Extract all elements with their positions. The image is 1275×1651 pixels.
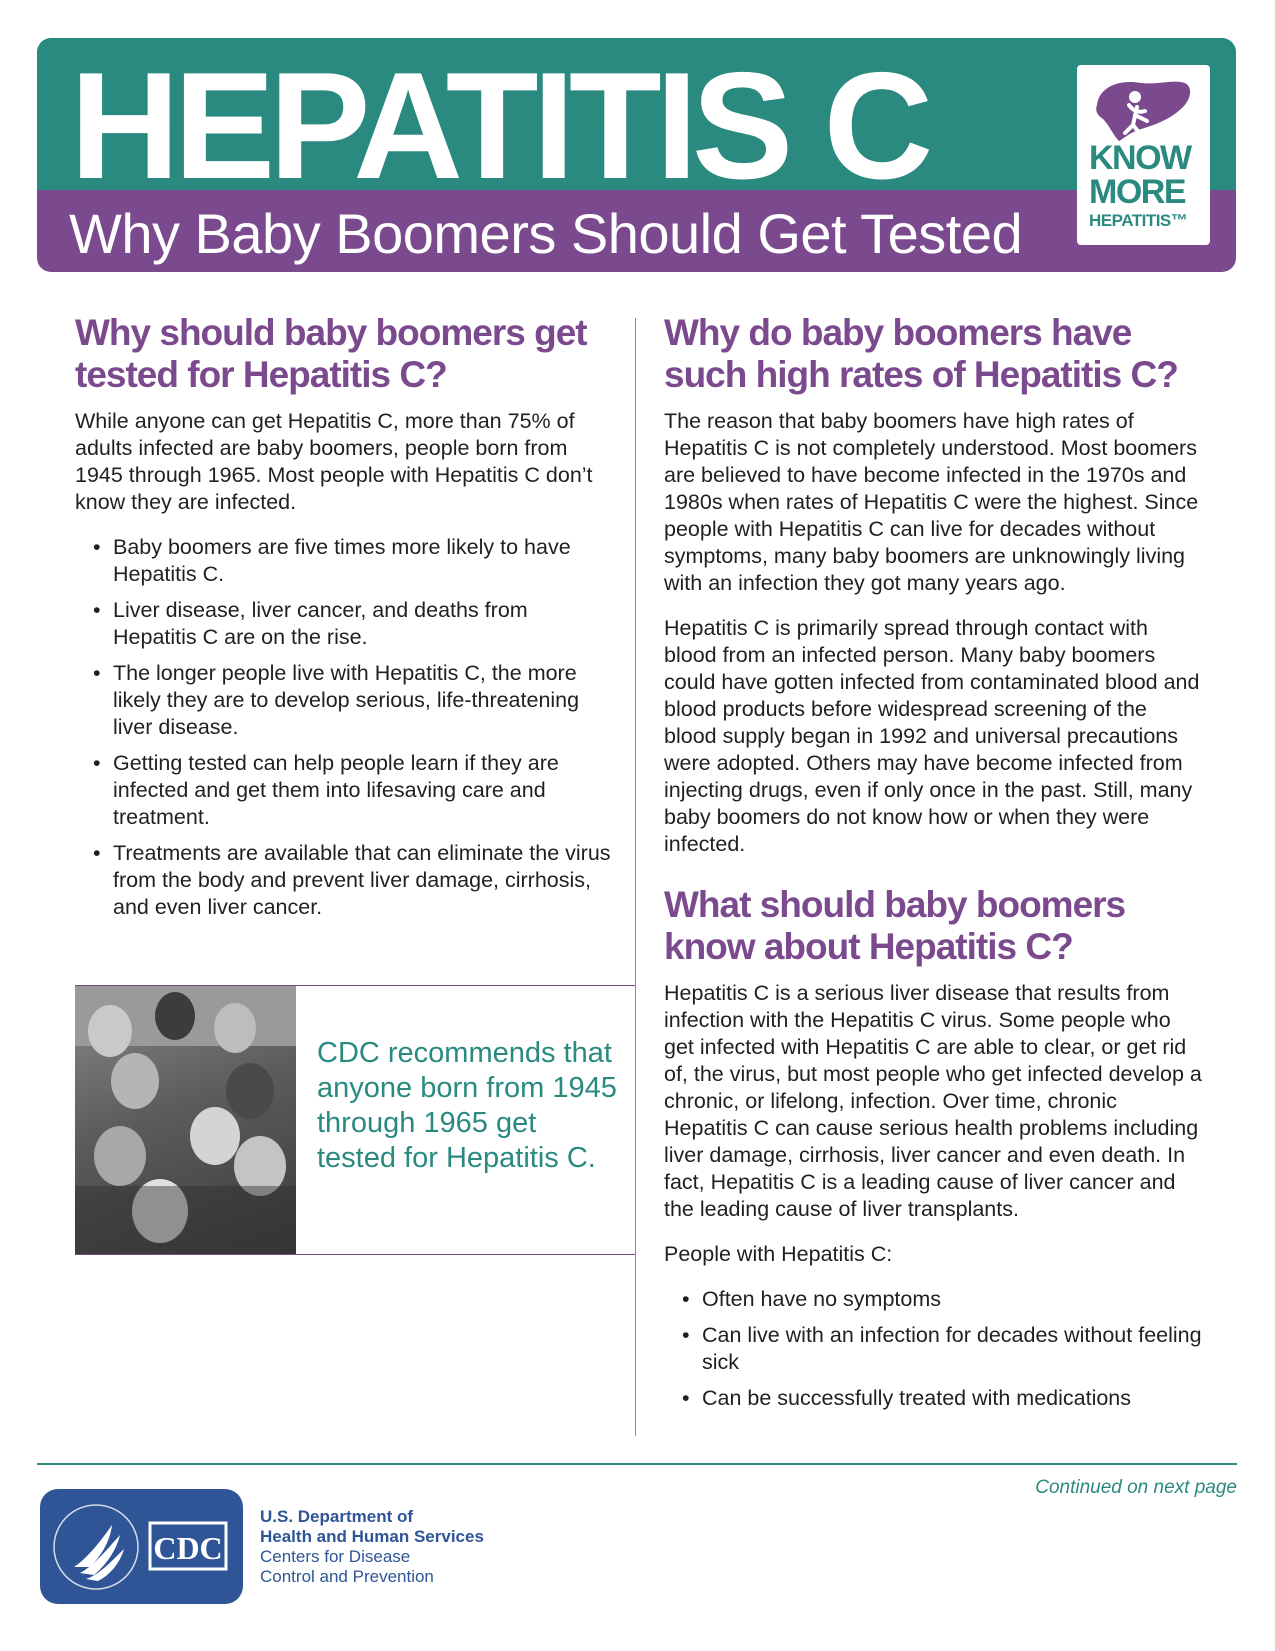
baby-boomers-group-photo <box>75 986 296 1254</box>
org-line-2: Health and Human Services <box>260 1527 484 1546</box>
org-line-4: Control and Prevention <box>260 1567 434 1586</box>
logo-hepatitis-text: HEPATITIS™ <box>1089 211 1188 230</box>
list-item: • Liver disease, liver cancer, and deaths from Hepatitis C are on the rise. <box>91 597 615 651</box>
callout-text: CDC recommends that anyone born from 1945 through 1965 get tested for Hepatitis C. <box>317 1037 617 1174</box>
org-line-1: U.S. Department of <box>260 1507 414 1526</box>
rates-paragraph-1: The reason that baby boomers have high rates of Hepatitis C is not completely understood. Most boomers are believed to have become infected in the 1970s and 1980s when rates of Hepatitis C were the highest. Since people with Hepatitis C can live for decades without symptoms, many baby boomers are unknowingly living with an infection they got many years ago. <box>664 409 1199 595</box>
org-line-3: Centers for Disease <box>260 1547 411 1566</box>
hhs-cdc-logo <box>40 1489 243 1604</box>
left-heading: Why should baby boomers get tested for Hepatitis C? <box>75 312 587 395</box>
recommendation-callout <box>75 985 635 1255</box>
page-subtitle: Why Baby Boomers Should Get Tested <box>69 202 1023 265</box>
footer-divider <box>37 1463 1237 1465</box>
liver-figure-icon <box>1089 75 1199 143</box>
list-item: • Can be successfully treated with medications <box>680 1385 1204 1412</box>
list-item: • Can live with an infection for decades without feeling sick <box>680 1322 1204 1376</box>
list-item: • Getting tested can help people learn if they are infected and get them into lifesaving care and treatment. <box>91 750 615 831</box>
cdc-mark: CDC <box>153 1530 223 1566</box>
right-bullet-list <box>680 1286 1204 1412</box>
logo-know-text: KNOW <box>1089 139 1191 177</box>
know-more-hepatitis-logo <box>1077 65 1210 245</box>
header-banner <box>37 38 1236 272</box>
organization-name <box>260 1507 484 1587</box>
know-paragraph: Hepatitis C is a serious liver disease that results from infection with the Hepatitis C virus. Some people who get infected with Hepatitis C are able to clear, or get rid of, the virus, but most people who get infected develop a chronic, or lifelong, infection. Over time, chronic Hepatitis C can cause serious health problems including liver damage, cirrhosis, liver cancer and even death. In fact, Hepatitis C is a leading cause of liver cancer and the leading cause of liver transplants. <box>664 981 1202 1221</box>
page-title: HEPATITIS C <box>70 41 928 211</box>
left-intro-paragraph: While anyone can get Hepatitis C, more than 75% of adults infected are baby boomers, people born from 1945 through 1965. Most people with Hepatitis C don’t know they are infected. <box>75 409 593 514</box>
list-item: • Baby boomers are five times more likely to have Hepatitis C. <box>91 534 615 588</box>
hhs-eagle-icon <box>74 1525 124 1581</box>
left-column <box>75 312 615 939</box>
people-with-hepc-label: People with Hepatitis C: <box>664 1242 893 1266</box>
logo-more-text: MORE <box>1089 173 1185 211</box>
rates-paragraph-2: Hepatitis C is primarily spread through contact with blood from an infected person. Many baby boomers could have gotten infected from contaminated blood and blood products before widespread screening of the blood supply began in 1992 and universal precautions were adopted. Others may have become infected from injecting drugs, even if only once in the past. Still, many baby boomers do not know how or when they were infected. <box>664 616 1200 856</box>
right-heading-know: What should baby boomers know about Hepatitis C? <box>664 884 1126 967</box>
list-item: • The longer people live with Hepatitis C, the more likely they are to develop serious, life-threatening liver disease. <box>91 660 615 741</box>
list-item: • Treatments are available that can eliminate the virus from the body and prevent liver damage, cirrhosis, and even liver cancer. <box>91 840 615 921</box>
continued-note: Continued on next page <box>1035 1477 1237 1498</box>
list-item: • Often have no symptoms <box>680 1286 1204 1313</box>
right-column <box>664 312 1204 1430</box>
right-heading-rates: Why do baby boomers have such high rates of Hepatitis C? <box>664 312 1178 395</box>
left-bullet-list <box>91 534 615 921</box>
column-divider <box>635 318 636 1436</box>
